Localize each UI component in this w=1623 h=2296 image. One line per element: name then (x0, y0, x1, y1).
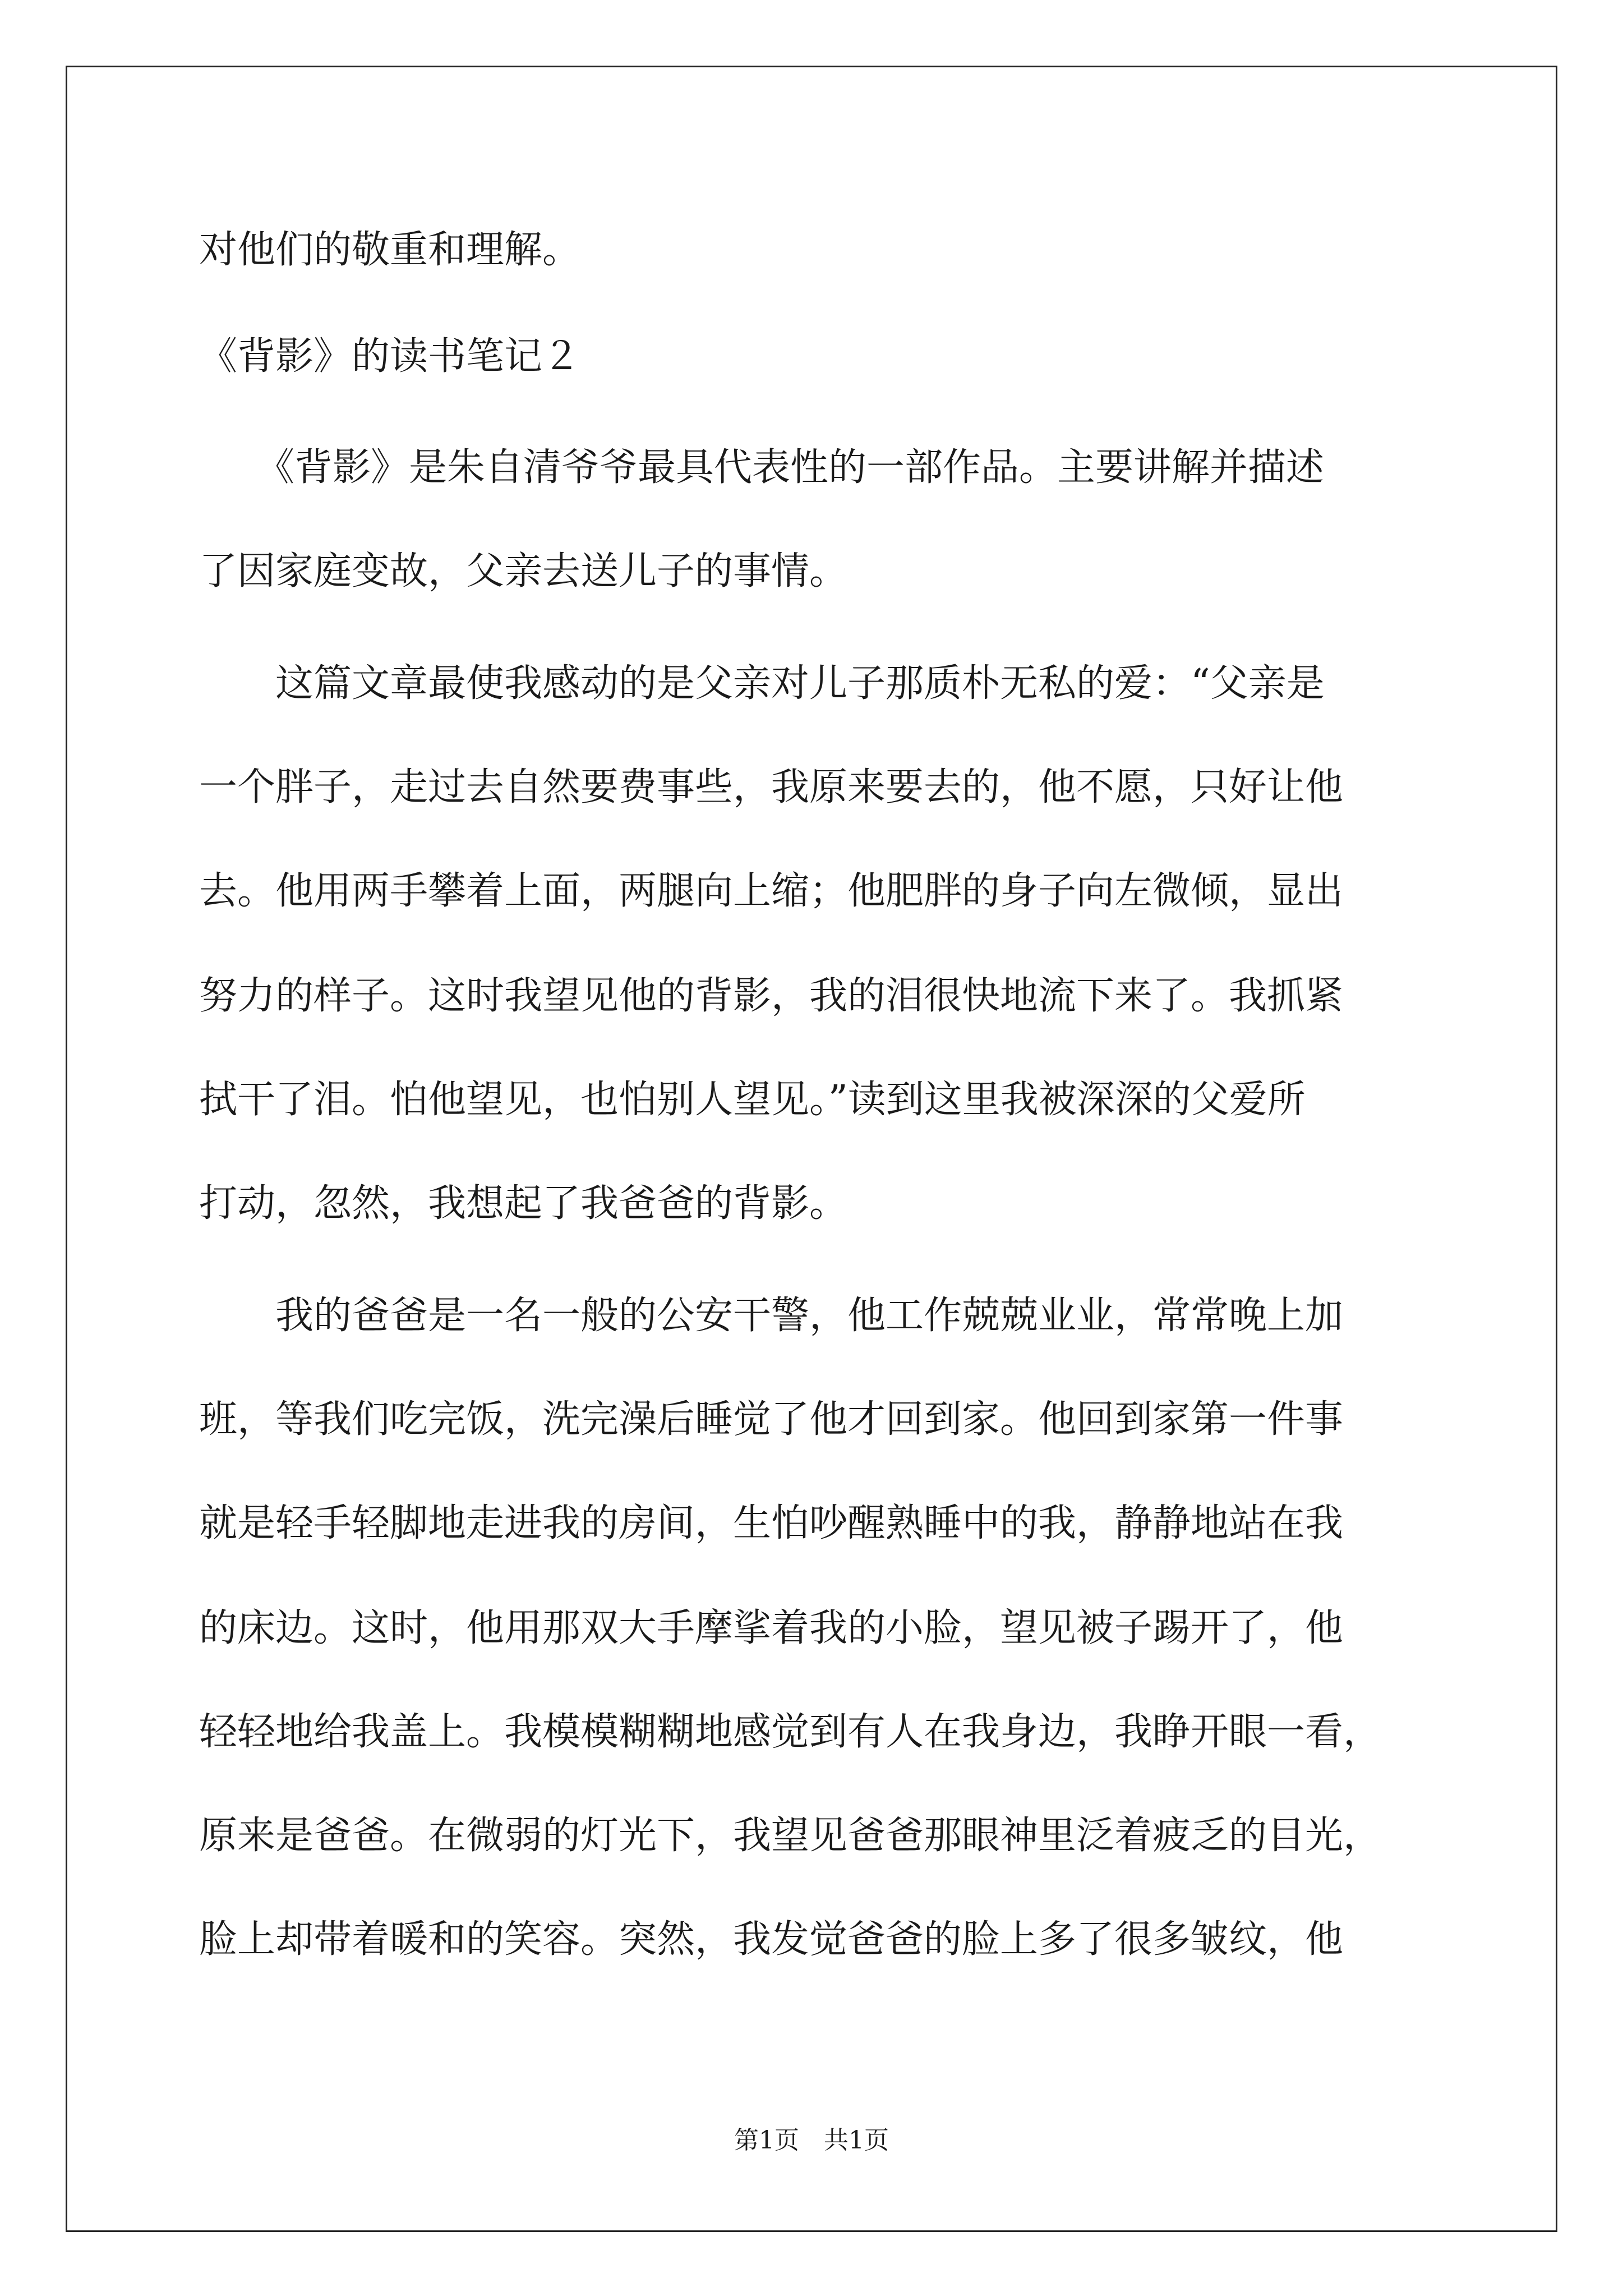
text-line: 就是轻手轻脚地走进我的房间，生怕吵醒熟睡中的我，静静地站在我 (199, 1501, 1344, 1545)
page-border (66, 66, 1557, 2232)
text-line: 对他们的敬重和理解。 (199, 228, 581, 272)
text-line: 努力的样子。这时我望见他的背影，我的泪很快地流下来了。我抓紧 (199, 974, 1344, 1018)
text-line: 去。他用两手攀着上面，两腿向上缩；他肥胖的身子向左微倾，显出 (199, 869, 1344, 913)
section-heading: 《背影》的读书笔记２ (199, 334, 581, 379)
text-line: 了因家庭变故，父亲去送儿子的事情。 (199, 549, 848, 593)
text-line: 原来是爸爸。在微弱的灯光下，我望见爸爸那眼神里泛着疲乏的目光， (199, 1814, 1382, 1858)
text-line: 《背影》是朱自清爷爷最具代表性的一部作品。主要讲解并描述 (199, 445, 1325, 490)
text-line: 打动，忽然，我想起了我爸爸的背影。 (199, 1181, 848, 1226)
text-line: 这篇文章最使我感动的是父亲对儿子那质朴无私的爱：“父亲是 (199, 661, 1325, 706)
text-line: 我的爸爸是一名一般的公安干警，他工作兢兢业业，常常晚上加 (199, 1294, 1344, 1338)
text-line: 脸上却带着暖和的笑容。突然，我发觉爸爸的脸上多了很多皱纹，他 (199, 1917, 1344, 1962)
page-footer: 第1页 共1页 (734, 2126, 889, 2155)
text-line: 班，等我们吃完饭，洗完澡后睡觉了他才回到家。他回到家第一件事 (199, 1397, 1344, 1442)
text-line: 一个胖子，走过去自然要费事些，我原来要去的，他不愿，只好让他 (199, 765, 1344, 809)
text-line: 拭干了泪。怕他望见，也怕别人望见。”读到这里我被深深的父爱所 (199, 1078, 1306, 1122)
text-line: 的床边。这时，他用那双大手摩挲着我的小脸，望见被子踢开了，他 (199, 1606, 1344, 1650)
text-line: 轻轻地给我盖上。我模模糊糊地感觉到有人在我身边，我睁开眼一看， (199, 1710, 1382, 1754)
